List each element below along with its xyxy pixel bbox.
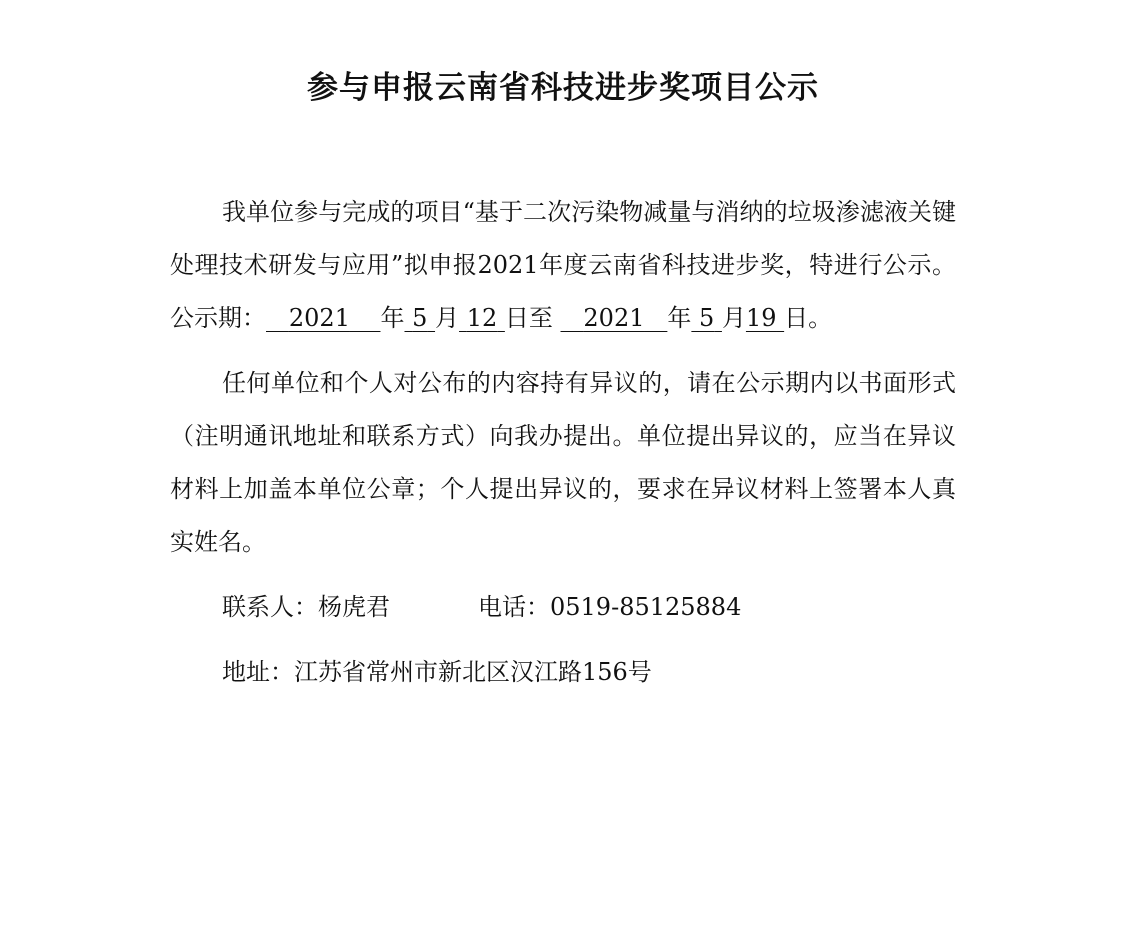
announcement-paragraph (170, 186, 956, 345)
address-value: 江苏省常州市新北区汉江路156号 (294, 658, 652, 686)
end-year: 2021 (583, 304, 645, 332)
start-month: 5 (412, 304, 428, 332)
year-char-1: 年 (380, 304, 405, 332)
paragraph-lead: 我单位参与完成的项目“基于二次污染物减量与消纳的垃圾渗滤液关键处理技术研发与应用”拟申报2021年度云南省科技进步奖，特进行公示。公示期： (170, 198, 956, 332)
contact-person-name: 杨虎君 (318, 593, 390, 621)
underline-end-month (691, 304, 722, 332)
contact-person-label: 联系人： (222, 593, 318, 621)
paragraph-tail: 日。 (784, 304, 833, 332)
contact-line (170, 581, 956, 634)
start-year: 2021 (288, 304, 350, 332)
start-day: 12 (466, 304, 498, 332)
end-month: 5 (699, 304, 715, 332)
phone-label: 电话： (478, 593, 550, 621)
underline-start-month (404, 304, 435, 332)
address-label: 地址： (222, 658, 294, 686)
document-title: 参与申报云南省科技进步奖项目公示 (307, 70, 819, 106)
objection-paragraph: 任何单位和个人对公布的内容持有异议的，请在公示期内以书面形式（注明通讯地址和联系方式）向我办提出。单位提出异议的，应当在异议材料上加盖本单位公章；个人提出异议的，要求在异议材料上签署本人真实姓名。 (170, 369, 956, 556)
underline-end-year (561, 304, 668, 332)
document-body (170, 186, 956, 699)
phone-number: 0519-85125884 (550, 593, 742, 621)
day-to: 日至 (504, 304, 553, 332)
address-line (170, 646, 956, 699)
month-char-2: 月 (721, 304, 746, 332)
month-char-1: 月 (435, 304, 460, 332)
year-char-2: 年 (667, 304, 692, 332)
underline-start-year (266, 304, 380, 332)
end-day: 19 (745, 304, 777, 332)
underline-end-day (746, 304, 784, 332)
underline-start-day (459, 304, 505, 332)
